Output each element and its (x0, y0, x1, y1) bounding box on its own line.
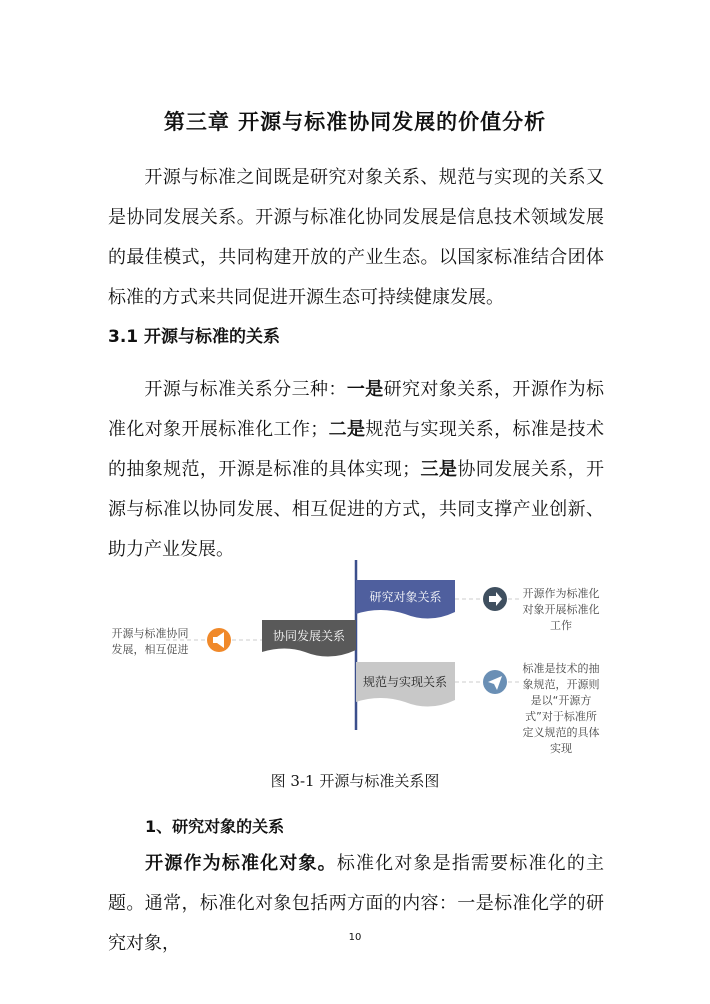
top-box-label: 研究对象关系 (369, 589, 442, 604)
section-paragraph-bold3: 三是 (420, 459, 458, 480)
section-paragraph-part4: 协同发展关系，开源与标准以协同发展、相互促进的方式，共同支撑产业创新、助力产业发展。 (108, 459, 605, 560)
section-paragraph-bold1: 一是 (346, 379, 384, 400)
page-number: 10 (348, 932, 362, 943)
subsection-title: 1、研究对象的关系 (145, 817, 285, 836)
left-note: 开源与标准协同发展，相互促进 (111, 627, 189, 656)
top-note: 开源作为标准化对象开展标准化工作 (522, 587, 600, 632)
section-paragraph-part3: 规范与实现关系，标准是技术的抽象规范，开源是标准的具体实现； (108, 419, 605, 480)
subsection-bold-lead: 开源作为标准化对象。 (144, 853, 337, 874)
center-box-label: 协同发展关系 (272, 628, 345, 643)
intro-paragraph-text: 开源与标准之间既是研究对象关系、规范与实现的关系又是协同发展关系。开源与标准化协同发展是信息技术领域发展的最佳模式，共同构建开放的产业生态。以国家标准结合团体标准的方式来共同促进开源生态可持续健康发展。 (108, 167, 604, 308)
section-paragraph-part2: 研究对象关系，开源作为标准化对象开展标准化工作； (108, 379, 605, 440)
section-paragraph-bold2: 二是 (328, 419, 366, 440)
bottom-note: 标准是技术的抽象规范，开源则是以“开源方式”对于标准所定义规范的具体实现 (522, 662, 600, 755)
bottom-box-label: 规范与实现关系 (362, 675, 447, 689)
subsection-text: 标准化对象是指需要标准化的主题。通常，标准化对象包括两方面的内容：一是标准化学的研究对象， (108, 853, 605, 954)
section-paragraph-part1: 开源与标准关系分三种： (144, 379, 347, 400)
section-title: 3.1 开源与标准的关系 (108, 327, 281, 347)
subsection-paragraph (108, 844, 604, 964)
chapter-title: 第三章 开源与标准协同发展的价值分析 (163, 110, 547, 134)
figure-caption: 图 3-1 开源与标准关系图 (270, 772, 440, 790)
